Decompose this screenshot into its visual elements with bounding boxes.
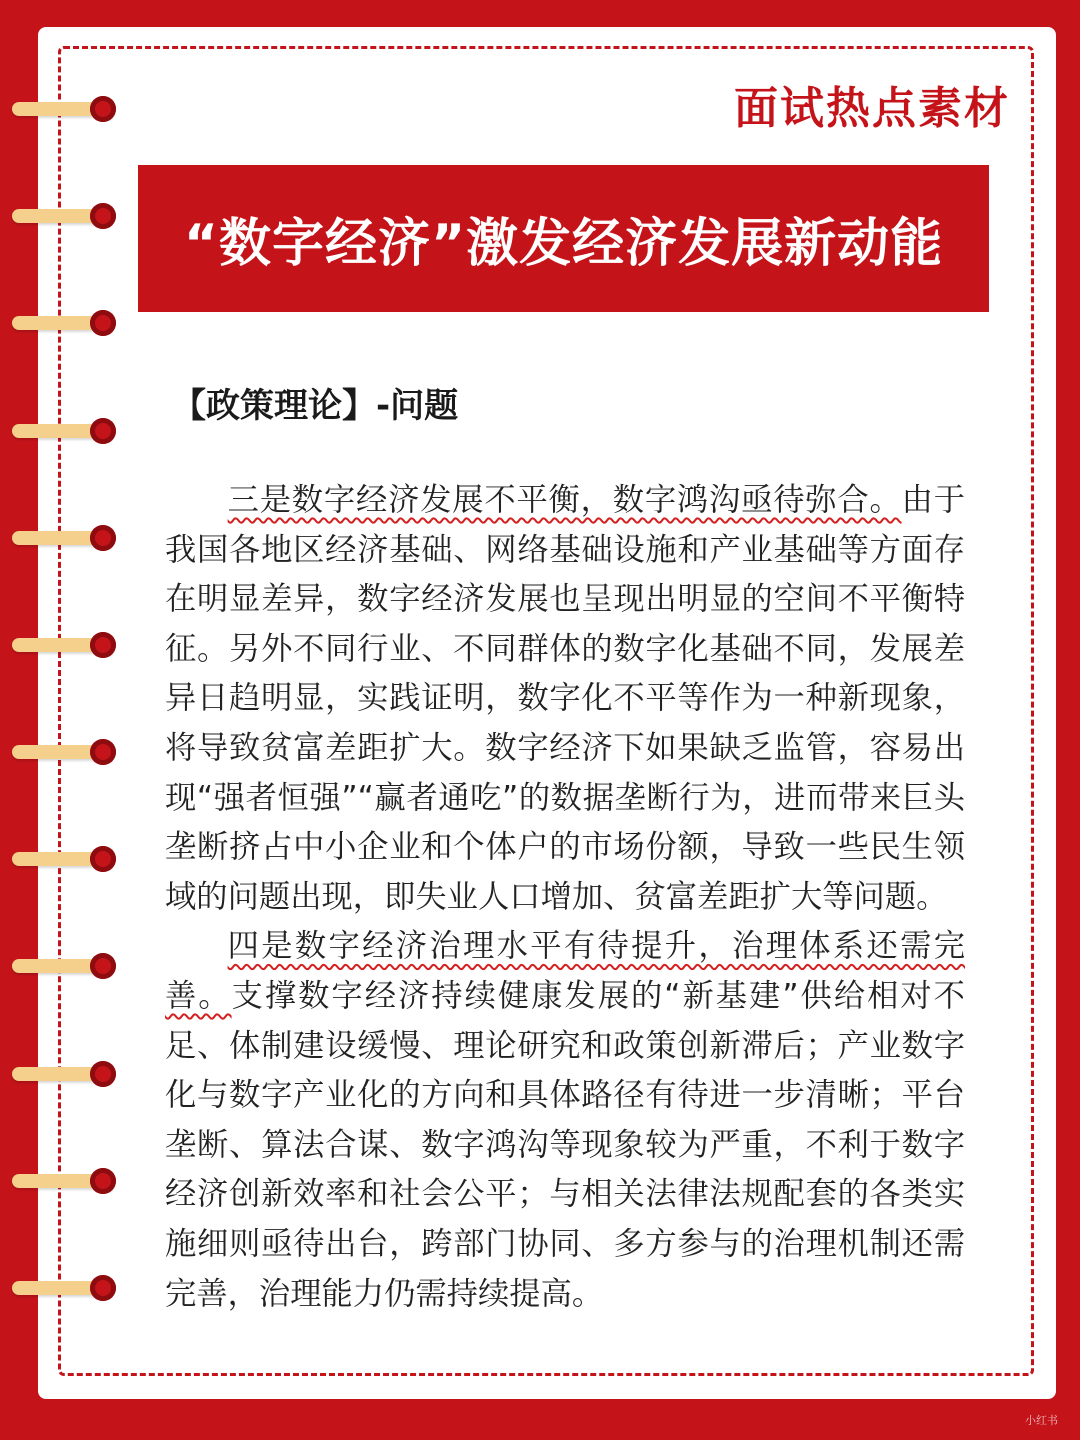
paragraph (165, 922, 965, 1319)
page-title: “数字经济”激发经济发展新动能 (183, 214, 944, 274)
binding-ring (12, 953, 112, 981)
binding-ring (12, 1168, 112, 1196)
binding-ring (12, 846, 112, 874)
section-heading: 【政策理论】-问题 (172, 386, 459, 426)
binding-ring (12, 739, 112, 767)
binding-ring (12, 1061, 112, 1089)
binding-ring (12, 418, 112, 446)
paragraph-text: 由于我国各地区经济基础、网络基础设施和产业基础等方面存在明显差异，数字经济发展也呈现出明显的空间不平衡特征。另外不同行业、不同群体的数字化基础不同，发展差异日趋明显，实践证明，数字化不平等作为一种新现象，将导致贫富差距扩大。数字经济下如果缺乏监管，容易出现“强者恒强”“赢者通吃”的数据垄断行为，进而带来巨头垄断挤占中小企业和个体户的市场份额，导致一些民生领域的问题出现，即失业人口增加、贫富差距扩大等问题。 (165, 482, 965, 915)
title-banner (138, 165, 989, 312)
binding-ring (12, 1275, 112, 1303)
paragraph-highlight: 三是数字经济发展不平衡，数字鸿沟亟待弥合。 (227, 482, 902, 518)
tag-label: 面试热点素材 (734, 83, 1010, 134)
binding-ring (12, 632, 112, 660)
binding-ring (12, 310, 112, 338)
watermark: 小红书 (1025, 1414, 1058, 1427)
binding-ring (12, 96, 112, 124)
binding-ring (12, 203, 112, 231)
paragraph-text: 支撑数字经济持续健康发展的“新基建”供给相对不足、体制建设缓慢、理论研究和政策创新滞后；产业数字化与数字产业化的方向和具体路径有待进一步清晰；平台垄断、算法合谋、数字鸿沟等现象较为严重，不利于数字经济创新效率和社会公平；与相关法律法规配套的各类实施细则亟待出台，跨部门协同、多方参与的治理机制还需完善，治理能力仍需持续提高。 (165, 977, 965, 1312)
article-body (165, 476, 965, 1319)
paragraph-highlight: 四是数字经济治理水平有待提升，治理体系还需完善。 (165, 928, 965, 1014)
binding-ring (12, 525, 112, 553)
paragraph (165, 476, 965, 922)
